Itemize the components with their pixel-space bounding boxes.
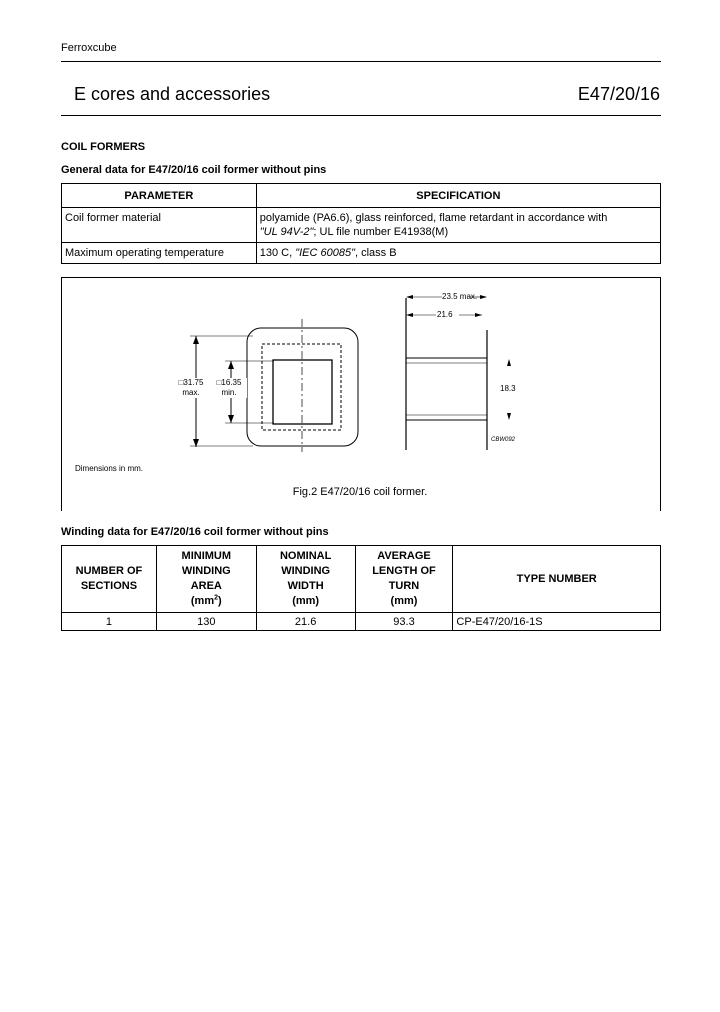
spec-standard: "UL 94V-2": [259, 226, 314, 238]
spec-line1: polyamide (PA6.6), glass reinforced, flame retardant in accordance with: [259, 212, 608, 224]
section-title: COIL FORMERS: [61, 141, 146, 153]
dim-inner-label: [211, 378, 247, 398]
figure-caption: Fig.2 E47/20/16 coil former.: [292, 486, 428, 498]
cell-turn: 93.3: [355, 613, 453, 631]
brand-name: Ferroxcube: [61, 42, 117, 54]
spec-line2: ; UL file number E41938(M): [313, 226, 449, 238]
cell-parameter: Coil former material: [62, 208, 257, 243]
dim-outer-value: □31.75: [178, 378, 204, 387]
header-sections: NUMBER OF SECTIONS: [62, 546, 157, 613]
table-row: [62, 613, 661, 631]
window-dashed: [262, 344, 341, 430]
spec-prefix: 130 C,: [259, 247, 296, 259]
dim-outer-note: max.: [182, 388, 200, 397]
header-winding-width: NOMINAL WINDING WIDTH (mm): [256, 546, 355, 613]
dim-inner-note: min.: [221, 388, 237, 397]
cell-sections: 1: [62, 613, 157, 631]
cell-width: 21.6: [256, 613, 355, 631]
header-specification: SPECIFICATION: [256, 184, 660, 208]
header-parameter: PARAMETER: [62, 184, 257, 208]
figure-reference: CBW092: [491, 437, 516, 443]
dim-total-label: 23.5 max.: [442, 292, 478, 301]
core-hole: [273, 360, 332, 424]
page-title: E cores and accessories: [74, 84, 271, 104]
product-code: E47/20/16: [577, 84, 660, 104]
dim-outer-label: [176, 378, 206, 398]
header-length-of-turn: AVERAGE LENGTH OF TURN (mm): [355, 546, 453, 613]
cell-type-number: CP-E47/20/16-1S: [453, 613, 661, 631]
winding-table-caption: Winding data for E47/20/16 coil former without pins: [61, 526, 329, 538]
general-table-caption: General data for E47/20/16 coil former without pins: [61, 164, 327, 176]
cell-parameter: Maximum operating temperature: [62, 243, 257, 264]
dim-width-label: 21.6: [437, 310, 453, 319]
winding-data-table: [61, 545, 661, 631]
dim-inner-value: □16.35: [216, 378, 242, 387]
spec-suffix: , class B: [354, 247, 397, 259]
table-header-row: [62, 546, 661, 613]
dimensions-note: Dimensions in mm.: [75, 464, 144, 473]
header-type-number: TYPE NUMBER: [453, 546, 661, 613]
dim-height-label: 18.3: [500, 384, 516, 393]
cell-area: 130: [156, 613, 256, 631]
header-winding-area: MINIMUM WINDING AREA $(mm^2)$: [156, 546, 256, 613]
spec-standard: "IEC 60085": [295, 247, 355, 259]
